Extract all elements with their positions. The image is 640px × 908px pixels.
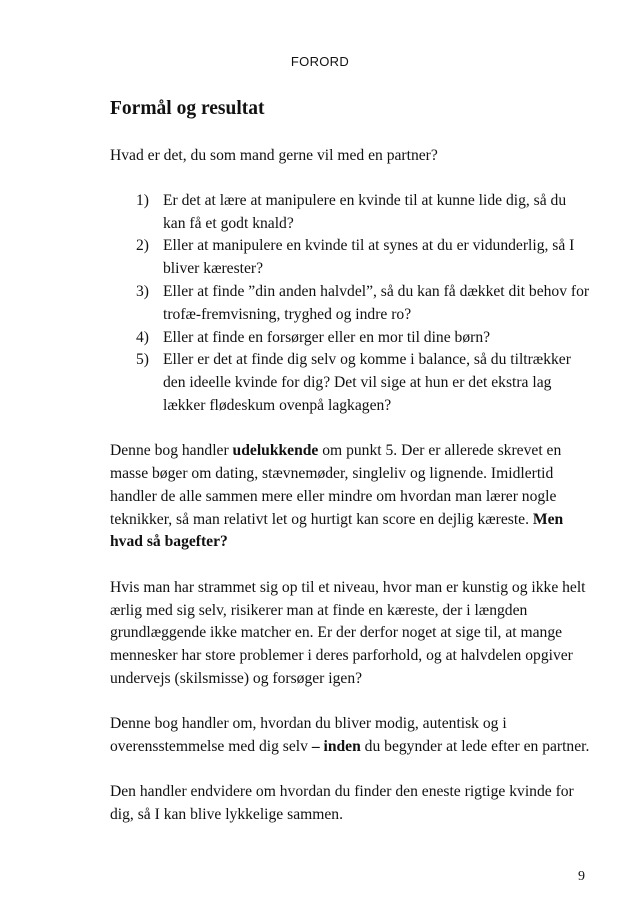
list-item: [136, 281, 590, 327]
page-body: [110, 96, 590, 827]
section-title: Formål og resultat: [110, 98, 265, 119]
list-item: [136, 349, 590, 417]
paragraph-goal: Den handler endvidere om hvordan du finder den eneste rigtige kvinde for dig, så I kan blive lykkelige sammen.: [110, 783, 574, 824]
list-item-text: Eller at finde en forsørger eller en mor til dine børn?: [163, 328, 491, 346]
paragraph-text: Denne bog handler om, hvordan du bliver modig, autentisk og i overensstemmelse med dig selv: [110, 715, 507, 756]
paragraph-risk: Hvis man har strammet sig op til et niveau, hvor man er kunstig og ikke helt ærlig med sig selv, risikerer man at finde en kæreste, der i længden grundlæggende ikke matcher en. Er der derfor noget at sige til, at mange mennesker har store problemer i deres parforhold, og at halvdelen opgiver undervejs (skilsmisse) og forsøger igen?: [110, 578, 586, 687]
list-item-text: Eller er det at finde dig selv og komme i balance, så du tiltrækker den ideelle kvinde for dig? Det vil sige at hun er det ekstra lag lækker flødeskum ovenpå lagkagen?: [163, 351, 571, 414]
list-item-text: Eller at finde ”din anden halvdel”, så du kan få dækket dit behov for trofæ-fremvisning, tryghed og indre ro?: [163, 282, 590, 323]
paragraph-text: du begynder at lede efter en partner.: [360, 738, 590, 756]
list-item-number: 3): [136, 282, 149, 300]
list-item-text: Eller at manipulere en kvinde til at synes at du er vidunderlig, så I bliver kærester?: [163, 237, 575, 278]
list-item-text: Er det at lære at manipulere en kvinde til at kunne lide dig, så du kan få et godt knald?: [163, 191, 567, 232]
list-item-number: 4): [136, 328, 149, 346]
list-item: [136, 235, 590, 281]
emphasis-text: Men hvad så bagefter?: [110, 510, 564, 551]
options-list: [110, 190, 590, 418]
paragraph-text: Denne bog handler: [110, 442, 233, 460]
list-item: [136, 327, 590, 350]
running-header: FORORD: [290, 54, 350, 69]
emphasis-text: – inden: [311, 738, 361, 756]
emphasis-text: udelukkende: [232, 442, 319, 460]
paragraph-courage: [110, 713, 590, 759]
page-number: 9: [578, 869, 585, 884]
list-item: [136, 190, 590, 236]
list-item-number: 2): [136, 237, 149, 255]
paragraph-scope: [110, 440, 590, 554]
list-item-number: 5): [136, 351, 149, 369]
list-item-number: 1): [136, 191, 149, 209]
intro-question: Hvad er det, du som mand gerne vil med en partner?: [110, 147, 438, 164]
paragraph-text: om punkt 5. Der er allerede skrevet en masse bøger om dating, stævnemøder, singleliv og lignende. Imidlertid handler de alle sammen mere eller mindre om hvordan man lærer nogle teknikker, så man relativt let og hurtigt kan score en dejlig kæreste.: [110, 442, 562, 528]
